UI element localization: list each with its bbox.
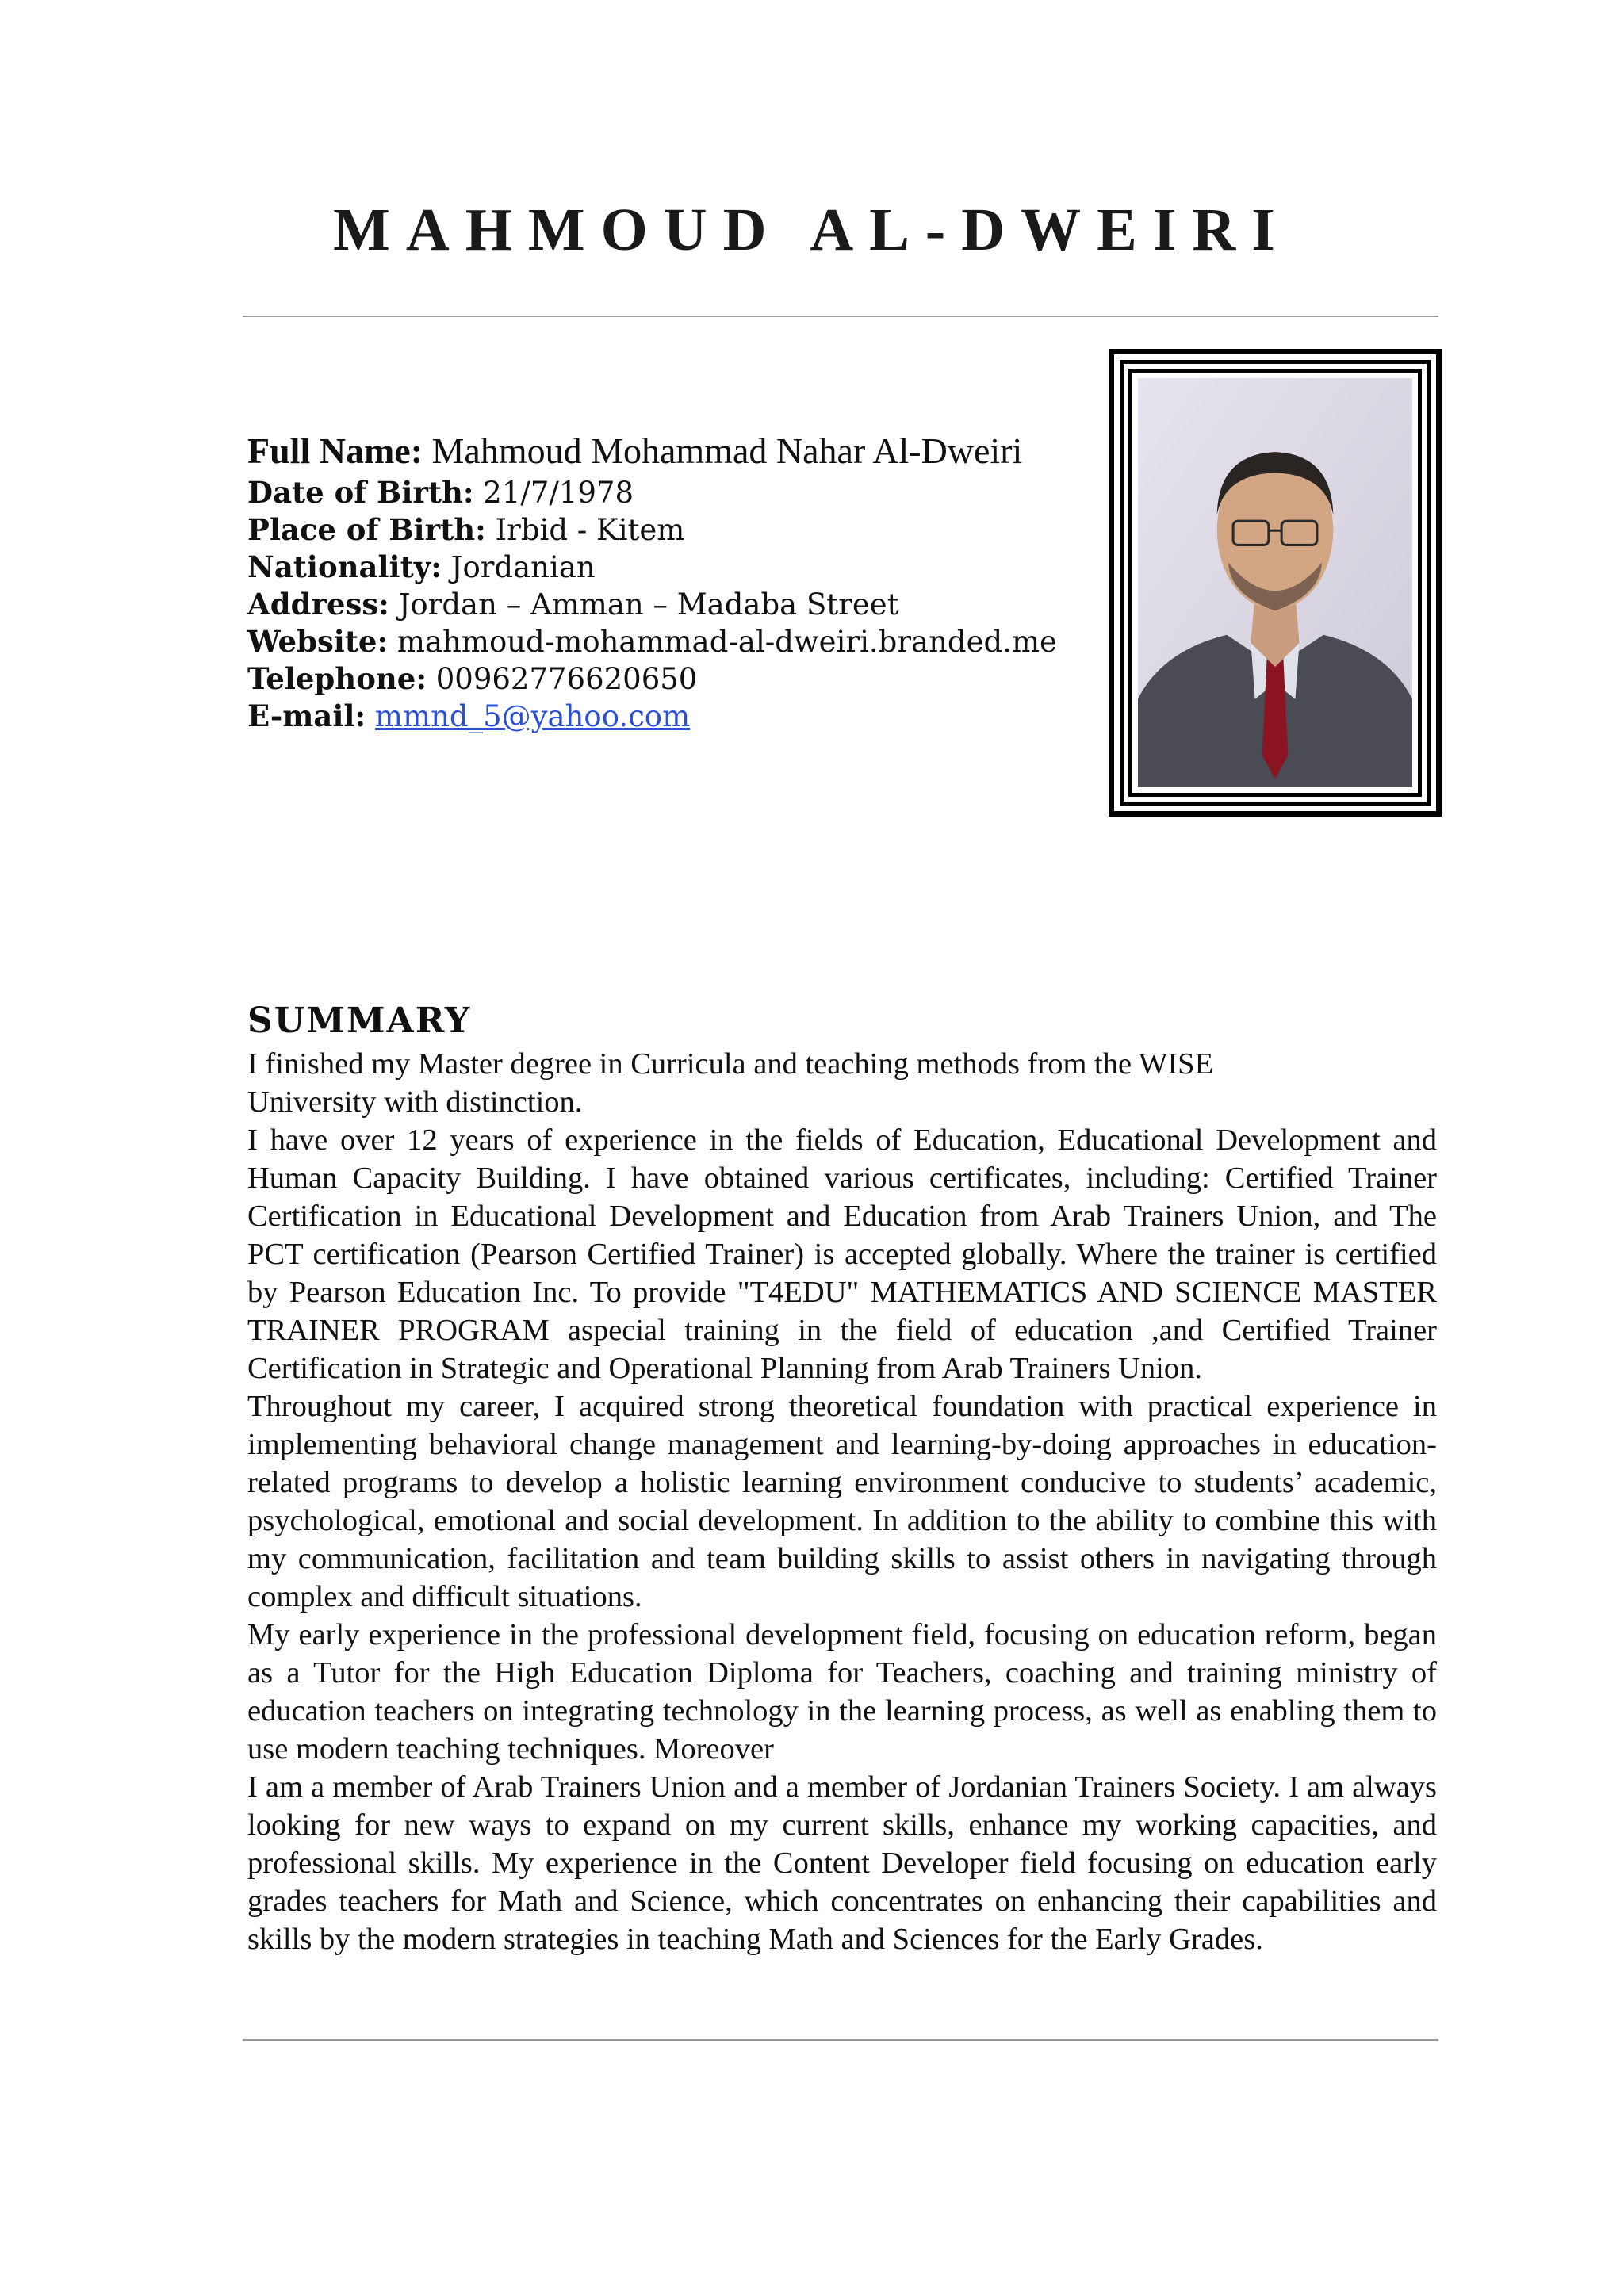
pob-value: Irbid - Kitem <box>495 513 685 547</box>
summary-body <box>247 1045 1437 1958</box>
website-row <box>247 623 1120 660</box>
bottom-divider <box>243 2039 1438 2041</box>
website-label: Website: <box>247 624 389 659</box>
telephone-row <box>247 660 1120 698</box>
profile-photo <box>1138 378 1412 787</box>
summary-paragraph: My early experience in the professional development field, focusing on education reform, began as a Tutor for the High Education Diploma for Teachers, coaching and training ministry of education teachers on integrating technology in the learning process, as well as enabling them to use modern teaching techniques. Moreover <box>247 1618 1437 1766</box>
top-divider <box>243 316 1438 317</box>
email-label: E-mail: <box>247 698 366 733</box>
dob-label: Date of Birth: <box>247 475 474 510</box>
nationality-label: Nationality: <box>247 549 442 584</box>
summary-paragraph: Throughout my career, I acquired strong theoretical foundation with practical experience in implementing behavioral change management and learning-by-doing approaches in education-related programs to develop a holistic learning environment conducive to students’ academic, psychological, emotional and social development. In addition to the ability to combine this with my communication, facilitation and team building skills to assist others in navigating through complex and difficult situations. <box>247 1390 1437 1613</box>
address-label: Address: <box>247 587 389 622</box>
summary-paragraph: I am a member of Arab Trainers Union and a member of Jordanian Trainers Society. I am always looking for new ways to expand on my current skills, enhance my working capacities, and professional skills. My experience in the Content Developer field focusing on education early grades teachers for Math and Science, which concentrates on enhancing their capabilities and skills by the modern strategies in teaching Math and Sciences for the Early Grades. <box>247 1770 1437 1956</box>
nationality-value: Jordanian <box>450 550 596 584</box>
address-value: Jordan – Amman – Madaba Street <box>398 587 899 622</box>
summary-paragraph: I finished my Master degree in Curricula and teaching methods from the WISE University with distinction. <box>247 1047 1214 1119</box>
profile-photo-frame <box>1109 349 1442 817</box>
website-value: mahmoud-mohammad-al-dweiri.branded.me <box>396 625 1057 659</box>
summary-heading: SUMMARY <box>247 1001 472 1041</box>
email-link[interactable]: mmnd_5@yahoo.com <box>374 699 691 733</box>
telephone-value: 00962776620650 <box>435 662 698 696</box>
full-name-value: Mahmoud Mohammad Nahar Al-Dweiri <box>431 430 1023 471</box>
full-name-label: Full Name: <box>247 430 423 471</box>
personal-info <box>247 428 1120 735</box>
full-name-row <box>247 428 1120 474</box>
address-row <box>247 586 1120 623</box>
summary-paragraph: I have over 12 years of experience in the fields of Education, Educational Development and Human Capacity Building. I have obtained various certificates, including: Certified Trainer Certification in Educational Development and Education from Arab Trainers Union, and The PCT certification (Pearson Certified Trainer) is accepted globally. Where the trainer is certified by Pearson Education Inc. To provide "T4EDU" MATHEMATICS AND SCIENCE MASTER TRAINER PROGRAM aspecial training in the field of education ,and Certified Trainer Certification in Strategic and Operational Planning from Arab Trainers Union. <box>247 1123 1437 1385</box>
email-row <box>247 698 1120 735</box>
dob-row <box>247 474 1120 511</box>
page-title: MAHMOUD AL-DWEIRI <box>333 197 1291 263</box>
telephone-label: Telephone: <box>247 661 427 696</box>
pob-row <box>247 511 1120 549</box>
dob-value: 21/7/1978 <box>483 476 634 510</box>
pob-label: Place of Birth: <box>247 512 486 547</box>
nationality-row <box>247 549 1120 586</box>
